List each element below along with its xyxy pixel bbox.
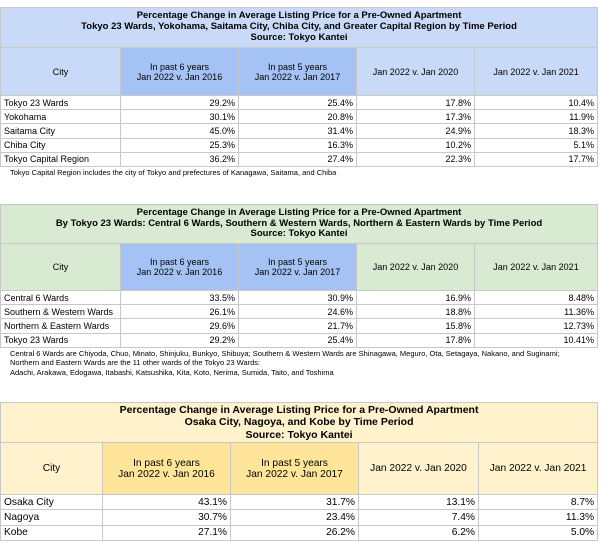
- value-cell: 30.1%: [121, 110, 239, 124]
- value-cell: 36.2%: [121, 152, 239, 166]
- value-cell: 18.8%: [357, 305, 475, 319]
- value-cell: 31.7%: [231, 495, 359, 510]
- value-cell: 8.7%: [479, 495, 598, 510]
- value-cell: 17.8%: [357, 333, 475, 347]
- value-cell: 29.2%: [121, 96, 239, 110]
- header-vs-2020: Jan 2022 v. Jan 2020: [357, 48, 475, 96]
- value-cell: 27.1%: [103, 525, 231, 540]
- footnote-line: Tokyo Capital Region includes the city of Tokyo and prefectures of Kanagawa, Saitama, and Chiba: [10, 167, 337, 177]
- value-cell: 45.0%: [121, 124, 239, 138]
- table-row: [1, 495, 598, 510]
- table-row: [1, 525, 598, 540]
- table-row: [1, 319, 598, 333]
- value-cell: 11.3%: [479, 510, 598, 525]
- table-row: [1, 291, 598, 305]
- city-cell: Tokyo 23 Wards: [1, 333, 121, 347]
- value-cell: 7.4%: [359, 510, 479, 525]
- header-6-years: [121, 48, 239, 96]
- table-row: [1, 305, 598, 319]
- value-cell: 5.1%: [475, 138, 598, 152]
- value-cell: 31.4%: [239, 124, 357, 138]
- table-row: [1, 510, 598, 525]
- value-cell: 18.3%: [475, 124, 598, 138]
- title-line: Tokyo 23 Wards, Yokohama, Saitama City, Chiba City, and Greater Capital Region by Time Period: [81, 21, 517, 33]
- header-line: Jan 2022 v. Jan 2016: [136, 71, 223, 82]
- table-block-capital-region: [0, 7, 605, 178]
- value-cell: 17.7%: [475, 152, 598, 166]
- header-5-years: [239, 48, 357, 96]
- value-cell: 16.3%: [239, 138, 357, 152]
- table-footnote: [0, 348, 595, 378]
- table-row: [1, 152, 598, 166]
- table-footnote: [0, 167, 595, 178]
- footnote-line: Adachi, Arakawa, Edogawa, Itabashi, Katsushika, Kita, Koto, Nerima, Sumida, Taito, and Toshima: [10, 367, 334, 377]
- header-city: City: [1, 443, 103, 495]
- value-cell: 23.4%: [231, 510, 359, 525]
- value-cell: 11.9%: [475, 110, 598, 124]
- header-line: In past 6 years: [133, 457, 200, 469]
- value-cell: 25.4%: [239, 333, 357, 347]
- footnote-line: Central 6 Wards are Chiyoda, Chuo, Minato, Shinjuku, Bunkyo, Shibuya; Southern & Western Wards are Shinagawa, Meguro, Ota, Setagaya, Nakano, and Suginami;: [10, 348, 560, 358]
- table-row: [1, 333, 598, 347]
- header-line: In past 6 years: [149, 61, 210, 72]
- value-cell: 26.2%: [231, 525, 359, 540]
- value-cell: 8.48%: [475, 291, 598, 305]
- value-cell: 30.7%: [103, 510, 231, 525]
- header-vs-2020: Jan 2022 v. Jan 2020: [359, 443, 479, 495]
- title-line: Source: Tokyo Kantei: [245, 428, 353, 441]
- value-cell: 11.36%: [475, 305, 598, 319]
- header-line: In past 5 years: [261, 457, 328, 469]
- header-6-years: [103, 443, 231, 495]
- value-cell: 25.4%: [239, 96, 357, 110]
- header-vs-2021: Jan 2022 v. Jan 2021: [475, 48, 598, 96]
- value-cell: 5.0%: [479, 525, 598, 540]
- header-line: Jan 2022 v. Jan 2017: [254, 267, 341, 277]
- value-cell: 29.2%: [121, 333, 239, 347]
- header-vs-2021: Jan 2022 v. Jan 2021: [475, 244, 598, 291]
- data-table: [0, 7, 598, 167]
- value-cell: 25.3%: [121, 138, 239, 152]
- header-6-years: [121, 244, 239, 291]
- table-row: [1, 124, 598, 138]
- title-line: Source: Tokyo Kantei: [250, 31, 348, 43]
- city-cell: Southern & Western Wards: [1, 305, 121, 319]
- header-line: Jan 2022 v. Jan 2016: [136, 267, 223, 277]
- header-city: City: [1, 48, 121, 96]
- table-row: [1, 110, 598, 124]
- table-title: [1, 8, 598, 48]
- city-cell: Nagoya: [1, 510, 103, 525]
- value-cell: 24.6%: [239, 305, 357, 319]
- city-cell: Central 6 Wards: [1, 291, 121, 305]
- value-cell: 17.3%: [357, 110, 475, 124]
- value-cell: 27.4%: [239, 152, 357, 166]
- city-cell: Tokyo 23 Wards: [1, 96, 121, 110]
- value-cell: 17.8%: [357, 96, 475, 110]
- value-cell: 10.2%: [357, 138, 475, 152]
- title-line: Percentage Change in Average Listing Price for a Pre-Owned Apartment: [136, 10, 462, 22]
- value-cell: 13.1%: [359, 495, 479, 510]
- value-cell: 15.8%: [357, 319, 475, 333]
- header-line: In past 5 years: [267, 257, 328, 267]
- value-cell: 6.2%: [359, 525, 479, 540]
- city-cell: Yokohama: [1, 110, 121, 124]
- header-line: Jan 2022 v. Jan 2016: [118, 468, 215, 480]
- header-vs-2020: Jan 2022 v. Jan 2020: [357, 244, 475, 291]
- table-row: [1, 96, 598, 110]
- value-cell: 20.8%: [239, 110, 357, 124]
- title-line: Percentage Change in Average Listing Price for a Pre-Owned Apartment: [119, 404, 479, 417]
- header-line: Jan 2022 v. Jan 2017: [254, 71, 341, 82]
- value-cell: 43.1%: [103, 495, 231, 510]
- title-line: By Tokyo 23 Wards: Central 6 Wards, Southern & Western Wards, Northern & Eastern Wards by Time Period: [55, 217, 543, 229]
- table-title: [1, 403, 598, 443]
- value-cell: 24.9%: [357, 124, 475, 138]
- value-cell: 10.41%: [475, 333, 598, 347]
- table-row: [1, 138, 598, 152]
- city-cell: Chiba City: [1, 138, 121, 152]
- header-line: Jan 2022 v. Jan 2017: [246, 468, 343, 480]
- table-block-kansai-chubu: [0, 402, 605, 541]
- value-cell: 16.9%: [357, 291, 475, 305]
- city-cell: Osaka City: [1, 495, 103, 510]
- value-cell: 10.4%: [475, 96, 598, 110]
- city-cell: Saitama City: [1, 124, 121, 138]
- table-block-tokyo-wards: [0, 204, 605, 378]
- data-table: [0, 402, 598, 541]
- city-cell: Kobe: [1, 525, 103, 540]
- header-5-years: [239, 244, 357, 291]
- city-cell: Tokyo Capital Region: [1, 152, 121, 166]
- data-table: [0, 204, 598, 348]
- header-vs-2021: Jan 2022 v. Jan 2021: [479, 443, 598, 495]
- value-cell: 21.7%: [239, 319, 357, 333]
- value-cell: 12.73%: [475, 319, 598, 333]
- value-cell: 33.5%: [121, 291, 239, 305]
- city-cell: Northern & Eastern Wards: [1, 319, 121, 333]
- title-line: Source: Tokyo Kantei: [250, 228, 348, 240]
- value-cell: 30.9%: [239, 291, 357, 305]
- footnote-line: Northern and Eastern Wards are the 11 other wards of the Tokyo 23 Wards:: [10, 358, 261, 368]
- title-line: Percentage Change in Average Listing Price for a Pre-Owned Apartment: [136, 206, 462, 218]
- table-title: [1, 205, 598, 244]
- value-cell: 22.3%: [357, 152, 475, 166]
- header-city: City: [1, 244, 121, 291]
- header-5-years: [231, 443, 359, 495]
- header-line: In past 5 years: [267, 61, 328, 72]
- value-cell: 29.6%: [121, 319, 239, 333]
- header-line: In past 6 years: [149, 257, 210, 267]
- value-cell: 26.1%: [121, 305, 239, 319]
- title-line: Osaka City, Nagoya, and Kobe by Time Period: [184, 416, 414, 429]
